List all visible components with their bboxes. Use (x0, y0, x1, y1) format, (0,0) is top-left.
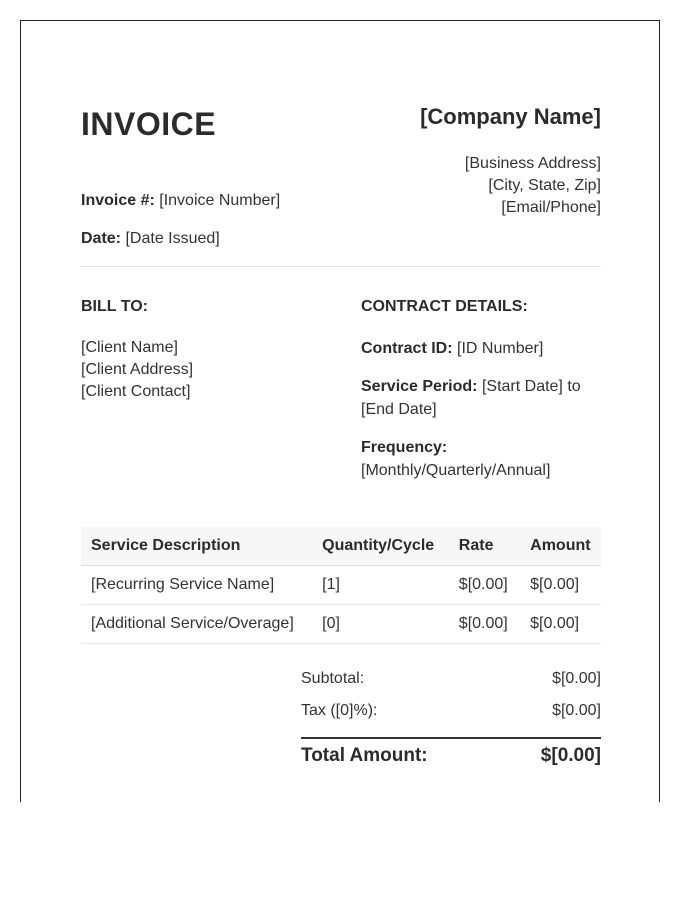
tax-label: Tax ([0]%): (301, 702, 378, 719)
company-details (420, 153, 601, 219)
frequency-label: Frequency: (361, 439, 448, 456)
tax-value: $[0.00] (552, 702, 601, 719)
table-header-row (81, 527, 601, 566)
client-contact: [Client Contact] (81, 383, 191, 400)
total-value: $[0.00] (540, 745, 601, 766)
invoice-number (81, 191, 280, 211)
tax-row (301, 699, 601, 731)
total-label: Total Amount: (301, 745, 428, 766)
contract-id (361, 337, 601, 360)
subtotal-row (301, 667, 601, 699)
service-period-label: Service Period: (361, 378, 478, 395)
total-row (301, 737, 601, 775)
invoice-page (20, 20, 660, 802)
header-service-description: Service Description (81, 527, 312, 566)
service-period-value: [Start Date] to [End Date] (361, 378, 581, 418)
bill-to-title: BILL TO: (81, 298, 148, 315)
table-row (81, 566, 601, 605)
invoice-number-value: [Invoice Number] (159, 192, 281, 209)
subtotal-value: $[0.00] (552, 670, 601, 687)
invoice-header (81, 105, 601, 265)
contract-id-label: Contract ID: (361, 340, 453, 357)
company-contact: [Email/Phone] (501, 199, 601, 216)
cell-description: [Additional Service/Overage] (81, 605, 312, 644)
totals-section (301, 667, 601, 775)
cell-quantity: [0] (312, 605, 449, 644)
invoice-number-label: Invoice #: (81, 192, 155, 209)
invoice-date-label: Date: (81, 230, 122, 247)
client-name: [Client Name] (81, 339, 178, 356)
header-rate: Rate (449, 527, 520, 566)
cell-amount: $[0.00] (520, 605, 601, 644)
cell-quantity: [1] (312, 566, 449, 605)
service-period (361, 375, 601, 421)
cell-amount: $[0.00] (520, 566, 601, 605)
company-name: [Company Name] (420, 104, 601, 129)
table-row (81, 605, 601, 644)
company-address: [Business Address] (464, 155, 601, 172)
header-quantity-cycle: Quantity/Cycle (312, 527, 449, 566)
subtotal-label: Subtotal: (301, 670, 365, 687)
frequency-value: [Monthly/Quarterly/Annual] (361, 462, 551, 479)
cell-rate: $[0.00] (449, 566, 520, 605)
company-city: [City, State, Zip] (488, 177, 601, 194)
cell-description: [Recurring Service Name] (81, 566, 312, 605)
contract-section (361, 297, 601, 482)
bill-to-details (81, 337, 341, 403)
cell-rate: $[0.00] (449, 605, 520, 644)
company-block (420, 103, 601, 219)
client-address: [Client Address] (81, 361, 194, 378)
contract-title: CONTRACT DETAILS: (361, 298, 528, 315)
invoice-date (81, 229, 220, 249)
header-divider (81, 266, 601, 267)
header-amount: Amount (520, 527, 601, 566)
services-table (81, 527, 601, 644)
contract-id-value: [ID Number] (457, 340, 544, 357)
bill-to-section (81, 297, 341, 403)
frequency (361, 436, 601, 482)
invoice-date-value: [Date Issued] (125, 230, 220, 247)
invoice-title: INVOICE (81, 106, 217, 142)
